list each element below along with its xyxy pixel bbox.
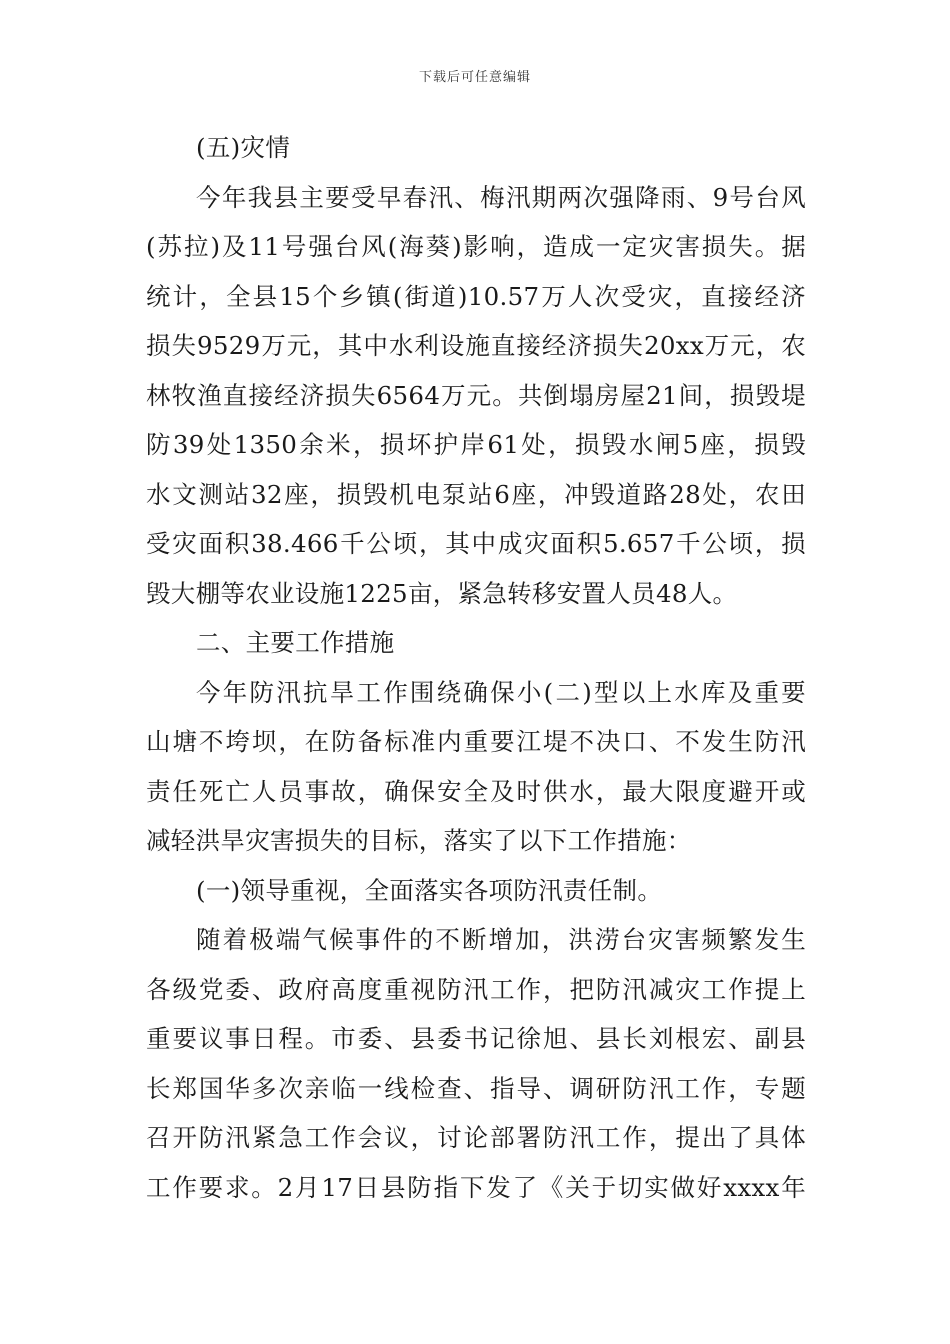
paragraph-line: 损失9529万元，其中水利设施直接经济损失20xx万元，农 <box>146 331 806 360</box>
paragraph-line: 受灾面积38.466千公顷，其中成灾面积5.657千公顷，损 <box>146 529 806 558</box>
paragraph-line: (苏拉)及11号强台风(海葵)影响，造成一定灾害损失。据 <box>146 232 806 261</box>
paragraph-line: 防39处1350余米，损坏护岸61处，损毁水闸5座，损毁 <box>146 430 806 459</box>
subsection-heading: (一)领导重视，全面落实各项防汛责任制。 <box>196 875 663 905</box>
paragraph-line: 各级党委、政府高度重视防汛工作，把防汛减灾工作提上 <box>146 974 806 1004</box>
paragraph-line: 统计，全县15个乡镇(街道)10.57万人次受灾，直接经济 <box>146 281 806 311</box>
paragraph-line: 责任死亡人员事故，确保安全及时供水，最大限度避开或 <box>146 776 806 806</box>
section-heading-disaster: (五)灾情 <box>196 133 291 162</box>
paragraph-line: 工作要求。2月17日县防指下发了《关于切实做好xxxx年 <box>146 1172 806 1202</box>
paragraph-line: 今年防汛抗旱工作围绕确保小(二)型以上水库及重要 <box>196 677 806 707</box>
section-heading-measures: 二、主要工作措施 <box>196 628 395 657</box>
paragraph-line: 山塘不垮坝，在防备标准内重要江堤不决口、不发生防汛 <box>146 727 806 756</box>
paragraph-line: 长郑国华多次亲临一线检查、指导、调研防汛工作，专题 <box>146 1073 806 1103</box>
paragraph-line: 水文测站32座，损毁机电泵站6座，冲毁道路28处，农田 <box>146 479 806 509</box>
document-body <box>146 128 806 1217</box>
paragraph-line: 随着极端气候事件的不断增加，洪涝台灾害频繁发生 <box>196 925 806 954</box>
paragraph-line: 减轻洪旱灾害损失的目标，落实了以下工作措施： <box>146 826 692 855</box>
header-note: 下载后可任意编辑 <box>418 70 531 85</box>
paragraph-line: 今年我县主要受早春汛、梅汛期两次强降雨、9号台风 <box>196 182 806 212</box>
paragraph-line: 重要议事日程。市委、县委书记徐旭、县长刘根宏、副县 <box>146 1024 806 1053</box>
paragraph-line: 召开防汛紧急工作会议，讨论部署防汛工作，提出了具体 <box>146 1123 806 1152</box>
paragraph-line: 林牧渔直接经济损失6564万元。共倒塌房屋21间，损毁堤 <box>146 380 806 410</box>
paragraph-line: 毁大棚等农业设施1225亩，紧急转移安置人员48人。 <box>146 578 738 608</box>
